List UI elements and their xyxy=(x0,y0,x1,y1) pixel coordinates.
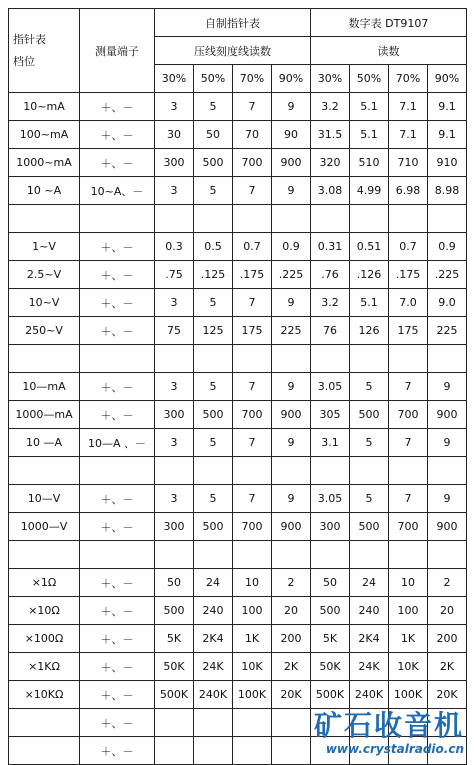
terminal-cell: ＋、－ xyxy=(80,625,155,653)
digital-reading-cell xyxy=(350,457,389,485)
homemade-reading-cell xyxy=(155,709,194,737)
range-position-cell: 100~mA xyxy=(9,121,80,149)
digital-reading-cell: 900 xyxy=(428,401,467,429)
homemade-reading-cell xyxy=(194,737,233,765)
digital-reading-cell: 7.0 xyxy=(389,289,428,317)
digital-reading-cell: 7.1 xyxy=(389,93,428,121)
homemade-reading-cell: 7 xyxy=(233,177,272,205)
terminal-header: 测量端子 xyxy=(80,9,155,93)
range-position-cell: 1000—V xyxy=(9,513,80,541)
digital-reading-cell: 10 xyxy=(389,569,428,597)
terminal-cell xyxy=(80,205,155,233)
digital-reading-cell: 5.1 xyxy=(350,289,389,317)
table-row xyxy=(9,485,467,513)
homemade-reading-cell: 175 xyxy=(233,317,272,345)
homemade-reading-cell: 50 xyxy=(155,569,194,597)
digital-reading-cell: 2K xyxy=(428,653,467,681)
homemade-reading-cell: 50 xyxy=(194,121,233,149)
digital-reading-cell: 9.1 xyxy=(428,121,467,149)
homemade-reading-cell: 3 xyxy=(155,289,194,317)
homemade-reading-cell: 9 xyxy=(272,429,311,457)
range-position-cell xyxy=(9,737,80,765)
table-row xyxy=(9,93,467,121)
table-row xyxy=(9,597,467,625)
homemade-reading-cell xyxy=(194,709,233,737)
homemade-reading-cell: 240K xyxy=(194,681,233,709)
digital-reading-cell xyxy=(389,205,428,233)
homemade-meter-header: 自制指针表 xyxy=(155,9,311,37)
digital-reading-cell: 3.2 xyxy=(311,93,350,121)
digital-reading-cell: 6.98 xyxy=(389,177,428,205)
digital-reading-cell: 175 xyxy=(389,317,428,345)
range-position-cell xyxy=(9,345,80,373)
homemade-meter-subheader: 压线刻度线读数 xyxy=(155,37,311,65)
homemade-reading-cell: 500K xyxy=(155,681,194,709)
range-position-cell xyxy=(9,457,80,485)
homemade-reading-cell: 5 xyxy=(194,373,233,401)
homemade-reading-cell: 9 xyxy=(272,93,311,121)
table-row xyxy=(9,289,467,317)
digital-reading-cell: .225 xyxy=(428,261,467,289)
terminal-cell: ＋、－ xyxy=(80,261,155,289)
homemade-reading-cell xyxy=(155,457,194,485)
homemade-reading-cell: 200 xyxy=(272,625,311,653)
watermark-title: 矿石收音机 xyxy=(313,709,464,742)
digital-reading-cell: 5.1 xyxy=(350,121,389,149)
digital-reading-cell: 9 xyxy=(428,485,467,513)
terminal-cell: ＋、－ xyxy=(80,569,155,597)
terminal-cell: ＋、－ xyxy=(80,289,155,317)
homemade-reading-cell: 3 xyxy=(155,177,194,205)
homemade-reading-cell: 5 xyxy=(194,485,233,513)
homemade-reading-cell: 2K4 xyxy=(194,625,233,653)
homemade-reading-cell: 0.7 xyxy=(233,233,272,261)
range-position-cell xyxy=(9,709,80,737)
digital-reading-cell: 24K xyxy=(350,653,389,681)
homemade-reading-cell xyxy=(233,457,272,485)
terminal-cell: ＋、－ xyxy=(80,93,155,121)
table-row xyxy=(9,373,467,401)
terminal-cell: ＋、－ xyxy=(80,513,155,541)
homemade-reading-cell: 700 xyxy=(233,401,272,429)
range-position-cell: ×1Ω xyxy=(9,569,80,597)
homemade-reading-cell: 10K xyxy=(233,653,272,681)
homemade-reading-cell: 100K xyxy=(233,681,272,709)
digital-reading-cell xyxy=(311,345,350,373)
digital-reading-cell: 900 xyxy=(428,513,467,541)
digital-reading-cell: 240K xyxy=(350,681,389,709)
digital-reading-cell: 500 xyxy=(311,597,350,625)
digital-reading-cell: 0.7 xyxy=(389,233,428,261)
digital-reading-cell xyxy=(311,541,350,569)
homemade-reading-cell xyxy=(233,541,272,569)
digital-reading-cell: 31.5 xyxy=(311,121,350,149)
homemade-reading-cell xyxy=(272,345,311,373)
homemade-reading-cell: 9 xyxy=(272,485,311,513)
digital-reading-cell xyxy=(428,541,467,569)
digital-reading-cell: 700 xyxy=(389,513,428,541)
homemade-reading-cell: 50K xyxy=(155,653,194,681)
homemade-reading-cell: 9 xyxy=(272,177,311,205)
digital-reading-cell: 20 xyxy=(428,597,467,625)
header-row-1 xyxy=(9,9,467,37)
homemade-reading-cell xyxy=(194,541,233,569)
digital-reading-cell: 500K xyxy=(311,681,350,709)
range-position-cell: 250~V xyxy=(9,317,80,345)
homemade-reading-cell: 75 xyxy=(155,317,194,345)
digital-reading-cell: .76 xyxy=(311,261,350,289)
homemade-reading-cell xyxy=(272,737,311,765)
homemade-reading-cell xyxy=(233,709,272,737)
terminal-cell: 10—A 、－ xyxy=(80,429,155,457)
watermark-url: www.crystalradio.cn xyxy=(325,742,464,756)
homemade-reading-cell: .175 xyxy=(233,261,272,289)
range-position-cell: 1~V xyxy=(9,233,80,261)
homemade-reading-cell: 9 xyxy=(272,289,311,317)
range-reading-table xyxy=(8,8,467,765)
digital-reading-cell: 320 xyxy=(311,149,350,177)
table-row xyxy=(9,429,467,457)
homemade-reading-cell xyxy=(233,345,272,373)
digital-reading-cell: 5.1 xyxy=(350,93,389,121)
digital-reading-cell: .126 xyxy=(350,261,389,289)
terminal-cell: ＋、－ xyxy=(80,709,155,737)
homemade-reading-cell xyxy=(155,345,194,373)
homemade-reading-cell: 225 xyxy=(272,317,311,345)
table-row xyxy=(9,205,467,233)
digital-reading-cell: 7 xyxy=(389,373,428,401)
terminal-cell: 10~A、－ xyxy=(80,177,155,205)
digital-reading-cell: 910 xyxy=(428,149,467,177)
digital-reading-cell: 20K xyxy=(428,681,467,709)
digital-reading-cell: 8.98 xyxy=(428,177,467,205)
digital-reading-cell xyxy=(311,457,350,485)
digital-reading-cell: 300 xyxy=(311,513,350,541)
percent-header-cell: 90% xyxy=(428,65,467,93)
homemade-reading-cell: 24 xyxy=(194,569,233,597)
digital-meter-subheader: 读数 xyxy=(311,37,467,65)
homemade-reading-cell: 5 xyxy=(194,429,233,457)
range-position-cell: ×100Ω xyxy=(9,625,80,653)
digital-reading-cell: 100 xyxy=(389,597,428,625)
digital-reading-cell: 4.99 xyxy=(350,177,389,205)
digital-reading-cell: 9.0 xyxy=(428,289,467,317)
digital-reading-cell: 2 xyxy=(428,569,467,597)
digital-reading-cell: 0.51 xyxy=(350,233,389,261)
homemade-reading-cell: 900 xyxy=(272,513,311,541)
digital-reading-cell: 5 xyxy=(350,485,389,513)
homemade-reading-cell: 3 xyxy=(155,429,194,457)
terminal-cell: ＋、－ xyxy=(80,681,155,709)
table-row xyxy=(9,625,467,653)
digital-reading-cell xyxy=(389,345,428,373)
digital-reading-cell xyxy=(389,457,428,485)
range-position-cell: 2.5~V xyxy=(9,261,80,289)
terminal-cell xyxy=(80,457,155,485)
homemade-reading-cell: 0.9 xyxy=(272,233,311,261)
digital-reading-cell: 3.1 xyxy=(311,429,350,457)
digital-reading-cell: 1K xyxy=(389,625,428,653)
digital-meter-header: 数字表 DT9107 xyxy=(311,9,467,37)
table-row xyxy=(9,233,467,261)
digital-reading-cell xyxy=(350,205,389,233)
digital-reading-cell: 76 xyxy=(311,317,350,345)
digital-reading-cell xyxy=(428,205,467,233)
terminal-cell: ＋、－ xyxy=(80,597,155,625)
homemade-reading-cell: 10 xyxy=(233,569,272,597)
digital-reading-cell: 510 xyxy=(350,149,389,177)
digital-reading-cell: 200 xyxy=(428,625,467,653)
homemade-reading-cell: 7 xyxy=(233,429,272,457)
table-body xyxy=(9,9,467,765)
range-position-cell xyxy=(9,205,80,233)
homemade-reading-cell: 300 xyxy=(155,149,194,177)
homemade-reading-cell: 3 xyxy=(155,373,194,401)
homemade-reading-cell: 5 xyxy=(194,177,233,205)
homemade-reading-cell: 20 xyxy=(272,597,311,625)
range-position-cell xyxy=(9,541,80,569)
homemade-reading-cell xyxy=(233,205,272,233)
table-row xyxy=(9,317,467,345)
terminal-cell: ＋、－ xyxy=(80,373,155,401)
homemade-reading-cell: 500 xyxy=(194,401,233,429)
terminal-cell xyxy=(80,541,155,569)
digital-reading-cell: 7 xyxy=(389,429,428,457)
homemade-reading-cell: 500 xyxy=(194,149,233,177)
homemade-reading-cell: 3 xyxy=(155,485,194,513)
homemade-reading-cell: 5K xyxy=(155,625,194,653)
homemade-reading-cell: 240 xyxy=(194,597,233,625)
digital-reading-cell xyxy=(350,345,389,373)
digital-reading-cell: 3.05 xyxy=(311,485,350,513)
digital-reading-cell xyxy=(350,541,389,569)
range-position-cell: ×10Ω xyxy=(9,597,80,625)
terminal-cell: ＋、－ xyxy=(80,121,155,149)
homemade-reading-cell: 5 xyxy=(194,289,233,317)
homemade-reading-cell: 7 xyxy=(233,93,272,121)
homemade-reading-cell: .225 xyxy=(272,261,311,289)
homemade-reading-cell xyxy=(233,737,272,765)
homemade-reading-cell xyxy=(272,457,311,485)
homemade-reading-cell xyxy=(272,709,311,737)
digital-reading-cell: 7.1 xyxy=(389,121,428,149)
terminal-cell: ＋、－ xyxy=(80,233,155,261)
digital-reading-cell: 3.05 xyxy=(311,373,350,401)
digital-reading-cell: 500 xyxy=(350,513,389,541)
range-position-cell: 1000~mA xyxy=(9,149,80,177)
homemade-reading-cell: 7 xyxy=(233,373,272,401)
homemade-reading-cell: 7 xyxy=(233,289,272,317)
position-header: 指针表 档位 xyxy=(9,9,80,93)
digital-reading-cell: 9 xyxy=(428,429,467,457)
homemade-reading-cell: 7 xyxy=(233,485,272,513)
homemade-reading-cell xyxy=(272,205,311,233)
terminal-cell: ＋、－ xyxy=(80,485,155,513)
terminal-cell: ＋、－ xyxy=(80,737,155,765)
digital-reading-cell: 305 xyxy=(311,401,350,429)
digital-reading-cell: 100K xyxy=(389,681,428,709)
digital-reading-cell: 5 xyxy=(350,373,389,401)
homemade-reading-cell: 500 xyxy=(194,513,233,541)
terminal-cell: ＋、－ xyxy=(80,149,155,177)
digital-reading-cell xyxy=(389,541,428,569)
site-watermark xyxy=(314,710,464,756)
table-row xyxy=(9,177,467,205)
table-row xyxy=(9,345,467,373)
range-position-cell: 10 ~A xyxy=(9,177,80,205)
homemade-reading-cell: 125 xyxy=(194,317,233,345)
homemade-reading-cell: 900 xyxy=(272,401,311,429)
table-row xyxy=(9,149,467,177)
digital-reading-cell: 225 xyxy=(428,317,467,345)
digital-reading-cell: 50K xyxy=(311,653,350,681)
digital-reading-cell: 3.08 xyxy=(311,177,350,205)
range-position-cell: 1000—mA xyxy=(9,401,80,429)
homemade-reading-cell: 900 xyxy=(272,149,311,177)
homemade-reading-cell xyxy=(194,345,233,373)
range-position-cell: ×10KΩ xyxy=(9,681,80,709)
digital-reading-cell: 0.31 xyxy=(311,233,350,261)
digital-reading-cell: 10K xyxy=(389,653,428,681)
homemade-reading-cell: .75 xyxy=(155,261,194,289)
terminal-cell: ＋、－ xyxy=(80,653,155,681)
percent-header-cell: 70% xyxy=(233,65,272,93)
digital-reading-cell: 700 xyxy=(389,401,428,429)
homemade-reading-cell: 700 xyxy=(233,513,272,541)
homemade-reading-cell: 2K xyxy=(272,653,311,681)
homemade-reading-cell xyxy=(155,541,194,569)
homemade-reading-cell: 100 xyxy=(233,597,272,625)
homemade-reading-cell xyxy=(194,205,233,233)
range-position-cell: ×1KΩ xyxy=(9,653,80,681)
digital-reading-cell: 240 xyxy=(350,597,389,625)
homemade-reading-cell: 0.5 xyxy=(194,233,233,261)
table-row xyxy=(9,457,467,485)
homemade-reading-cell: 24K xyxy=(194,653,233,681)
range-position-cell: 10—V xyxy=(9,485,80,513)
range-position-cell: 10~V xyxy=(9,289,80,317)
digital-reading-cell: 2K4 xyxy=(350,625,389,653)
homemade-reading-cell: 90 xyxy=(272,121,311,149)
homemade-reading-cell xyxy=(272,541,311,569)
table-row xyxy=(9,653,467,681)
terminal-cell xyxy=(80,345,155,373)
terminal-cell: ＋、－ xyxy=(80,401,155,429)
digital-reading-cell: 7 xyxy=(389,485,428,513)
table-row xyxy=(9,569,467,597)
digital-reading-cell: 5 xyxy=(350,429,389,457)
homemade-reading-cell: 1K xyxy=(233,625,272,653)
range-position-cell: 10—mA xyxy=(9,373,80,401)
table-row xyxy=(9,401,467,429)
percent-header-cell: 90% xyxy=(272,65,311,93)
table-row xyxy=(9,541,467,569)
percent-header-cell: 50% xyxy=(350,65,389,93)
percent-header-cell: 70% xyxy=(389,65,428,93)
homemade-reading-cell: 0.3 xyxy=(155,233,194,261)
percent-header-cell: 30% xyxy=(155,65,194,93)
digital-reading-cell: 500 xyxy=(350,401,389,429)
percent-header-cell: 50% xyxy=(194,65,233,93)
digital-reading-cell: 126 xyxy=(350,317,389,345)
homemade-reading-cell xyxy=(194,457,233,485)
homemade-reading-cell: 20K xyxy=(272,681,311,709)
homemade-reading-cell xyxy=(155,737,194,765)
digital-reading-cell: .175 xyxy=(389,261,428,289)
digital-reading-cell: 710 xyxy=(389,149,428,177)
digital-reading-cell: 9 xyxy=(428,373,467,401)
homemade-reading-cell: 300 xyxy=(155,401,194,429)
table-row xyxy=(9,681,467,709)
homemade-reading-cell: .125 xyxy=(194,261,233,289)
digital-reading-cell: 24 xyxy=(350,569,389,597)
digital-reading-cell: 5K xyxy=(311,625,350,653)
digital-reading-cell: 9.1 xyxy=(428,93,467,121)
table-row xyxy=(9,261,467,289)
digital-reading-cell: 0.9 xyxy=(428,233,467,261)
homemade-reading-cell: 5 xyxy=(194,93,233,121)
homemade-reading-cell: 70 xyxy=(233,121,272,149)
homemade-reading-cell: 700 xyxy=(233,149,272,177)
range-position-cell: 10~mA xyxy=(9,93,80,121)
percent-header-cell: 30% xyxy=(311,65,350,93)
digital-reading-cell: 50 xyxy=(311,569,350,597)
digital-reading-cell xyxy=(428,345,467,373)
homemade-reading-cell: 30 xyxy=(155,121,194,149)
homemade-reading-cell: 9 xyxy=(272,373,311,401)
digital-reading-cell xyxy=(428,457,467,485)
digital-reading-cell xyxy=(311,205,350,233)
homemade-reading-cell: 300 xyxy=(155,513,194,541)
homemade-reading-cell: 2 xyxy=(272,569,311,597)
homemade-reading-cell: 500 xyxy=(155,597,194,625)
table-row xyxy=(9,121,467,149)
terminal-cell: ＋、－ xyxy=(80,317,155,345)
range-position-cell: 10 —A xyxy=(9,429,80,457)
homemade-reading-cell: 3 xyxy=(155,93,194,121)
digital-reading-cell: 3.2 xyxy=(311,289,350,317)
table-row xyxy=(9,513,467,541)
homemade-reading-cell xyxy=(155,205,194,233)
